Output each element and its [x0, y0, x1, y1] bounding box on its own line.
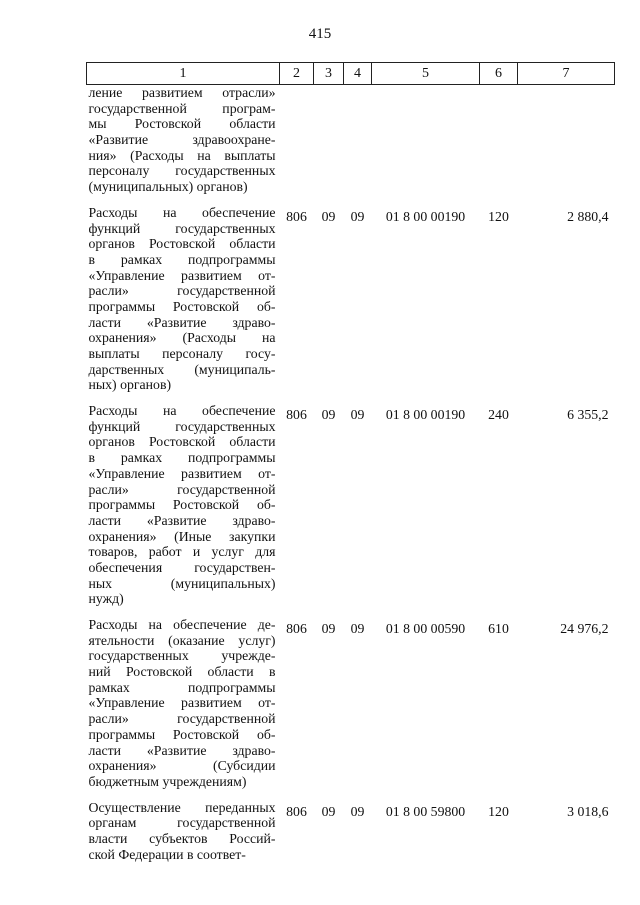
subsection-code	[344, 85, 372, 195]
description-line: охранения» (Субсидии	[88, 758, 276, 774]
section-code: 09	[321, 407, 336, 423]
amount-value: 6 355,2	[567, 407, 609, 423]
description-line: нужд)	[88, 591, 124, 607]
description-line: власти субъектов Россий-	[88, 830, 276, 846]
ministry-code	[280, 85, 314, 195]
description-line: персоналу государственных	[88, 163, 276, 179]
row-spacer	[87, 790, 615, 800]
description-line: расли» государственной	[88, 711, 276, 727]
amount-value: 2 880,4	[567, 208, 609, 224]
column-header-7: 7	[518, 63, 615, 85]
table-body	[87, 85, 615, 863]
table-header-row	[87, 63, 615, 85]
target-article-code: 01 8 00 00190	[385, 407, 466, 423]
table-row	[87, 800, 615, 863]
row-spacer-cell	[87, 393, 615, 403]
row-spacer-cell	[87, 790, 615, 800]
description-line: в рамках подпрограммы	[88, 251, 276, 267]
budget-table	[86, 62, 615, 862]
description-line: функций государственных	[88, 418, 276, 434]
target-article-code: 01 8 00 00190	[385, 208, 466, 224]
row-description	[87, 403, 280, 607]
description-line: Расходы на обеспечение де-	[88, 617, 276, 632]
section-code: 09	[321, 803, 336, 819]
row-description	[87, 617, 280, 790]
expense-type-code: 240	[488, 407, 509, 423]
section-code	[314, 85, 344, 195]
column-header-3: 3	[314, 63, 344, 85]
row-description	[87, 800, 280, 863]
description-line: расли» государственной	[88, 481, 276, 497]
description-line: выплаты персоналу госу-	[88, 346, 276, 361]
column-header-5: 5	[372, 63, 480, 85]
description-line: ление развитием отрасли»	[88, 85, 276, 100]
expense-type-code: 610	[488, 621, 509, 636]
description-line: ласти «Развитие здраво-	[88, 314, 276, 330]
description-line: ных (муниципальных)	[88, 575, 276, 591]
row-description	[87, 205, 280, 393]
description-line: государственной програм-	[88, 100, 276, 116]
row-description	[87, 85, 280, 195]
column-header-2: 2	[280, 63, 314, 85]
column-header-1: 1	[87, 63, 280, 85]
description-line: программы Ростовской об-	[88, 298, 276, 314]
description-line: товаров, работ и услуг для	[88, 544, 276, 560]
description-line: ласти «Развитие здраво-	[88, 742, 276, 758]
description-line: Осуществление переданных	[88, 799, 276, 815]
column-header-6: 6	[480, 63, 518, 85]
row-spacer	[87, 195, 615, 205]
description-line: государственных учрежде-	[88, 648, 276, 664]
description-line: рамках подпрограммы	[88, 679, 276, 695]
description-line: ской Федерации в соответ-	[88, 846, 246, 862]
description-line: (муниципальных) органов)	[88, 179, 248, 195]
expense-type-code: 120	[488, 803, 509, 819]
description-line: «Управление развитием от-	[88, 465, 276, 481]
section-code: 09	[321, 621, 336, 636]
target-article-code	[372, 85, 480, 195]
expense-type-code: 120	[488, 208, 509, 224]
description-line: ных) органов)	[88, 377, 172, 393]
ministry-code: 806	[286, 803, 307, 819]
ministry-code: 806	[286, 407, 307, 423]
description-line: в рамках подпрограммы	[88, 450, 276, 466]
description-line: охранения» (Расходы на	[88, 330, 276, 346]
amount-value: 24 976,2	[560, 621, 609, 636]
description-line: Расходы на обеспечение	[88, 204, 276, 220]
subsection-code: 09	[350, 407, 365, 423]
description-line: бюджетным учреждениям)	[88, 773, 247, 789]
table-row	[87, 617, 615, 790]
description-line: органов Ростовской области	[88, 434, 276, 450]
description-line: органов Ростовской области	[88, 236, 276, 252]
description-line: ний Ростовской области в	[88, 664, 276, 680]
section-code: 09	[321, 208, 336, 224]
column-header-4: 4	[344, 63, 372, 85]
amount-value: 3 018,6	[567, 803, 609, 819]
table-row	[87, 85, 615, 195]
expense-type-code	[480, 85, 518, 195]
description-line: мы Ростовской области	[88, 116, 276, 132]
description-line: функций государственных	[88, 220, 276, 236]
description-line: Расходы на обеспечение	[88, 403, 276, 419]
description-line: «Управление развитием от-	[88, 267, 276, 283]
description-line: программы Ростовской об-	[88, 497, 276, 513]
description-line: органам государственной	[88, 815, 276, 831]
subsection-code: 09	[350, 621, 365, 636]
description-line: дарственных (муниципаль-	[88, 361, 276, 377]
row-spacer	[87, 393, 615, 403]
page-number: 415	[308, 26, 332, 42]
row-spacer	[87, 607, 615, 617]
target-article-code: 01 8 00 59800	[385, 803, 466, 819]
description-line: обеспечения государствен-	[88, 559, 276, 575]
subsection-code: 09	[350, 208, 365, 224]
table-row	[87, 403, 615, 607]
ministry-code: 806	[286, 208, 307, 224]
description-line: программы Ростовской об-	[88, 726, 276, 742]
description-line: расли» государственной	[88, 283, 276, 299]
subsection-code: 09	[350, 803, 365, 819]
target-article-code: 01 8 00 00590	[385, 621, 466, 636]
amount-value	[518, 85, 615, 195]
description-line: ласти «Развитие здраво-	[88, 512, 276, 528]
description-line: «Развитие здравоохране-	[88, 132, 276, 148]
table-row	[87, 205, 615, 393]
description-line: «Управление развитием от-	[88, 695, 276, 711]
row-spacer-cell	[87, 195, 615, 205]
ministry-code: 806	[286, 621, 307, 636]
description-line: ния» (Расходы на выплаты	[88, 147, 276, 163]
row-spacer-cell	[87, 607, 615, 617]
description-line: ятельности (оказание услуг)	[88, 632, 276, 648]
description-line: охранения» (Иные закупки	[88, 528, 276, 544]
